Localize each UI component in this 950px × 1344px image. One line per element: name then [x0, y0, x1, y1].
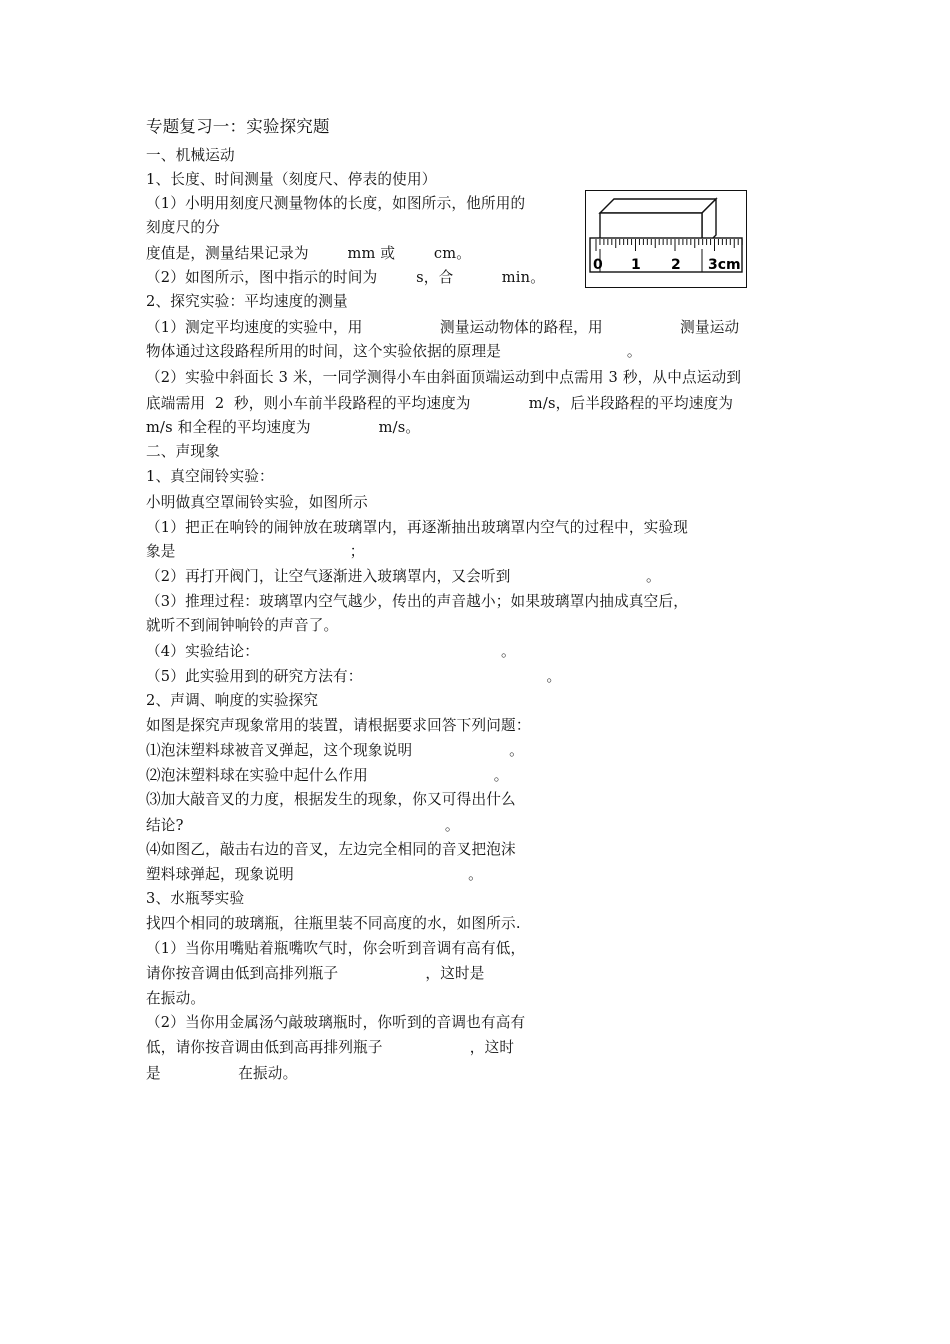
- text-line: ⑵泡沫塑料球在实验中起什么作用 。: [146, 767, 509, 784]
- text-line: 象是 ；: [146, 543, 365, 560]
- text-line: m/s 和全程的平均速度为 m/s。: [146, 419, 421, 436]
- text-line: 度值是，测量结果记录为 mm 或 cm。: [146, 245, 472, 262]
- text-line: 塑料球弹起，现象说明 。: [146, 866, 483, 883]
- text-line: （4）实验结论： 。: [146, 643, 516, 660]
- text-line: 找四个相同的玻璃瓶，往瓶里装不同高度的水，如图所示.: [146, 915, 521, 932]
- text-line: ⑴泡沫塑料球被音叉弹起，这个现象说明 。: [146, 742, 524, 759]
- text-line: （1）把正在响铃的闹钟放在玻璃罩内，再逐渐抽出玻璃罩内空气的过程中，实验现: [146, 519, 689, 536]
- ruler-label-3cm: 3cm: [708, 257, 741, 273]
- ruler-block-illustration: [586, 191, 746, 287]
- text-line: 在振动。: [146, 990, 206, 1007]
- subsection-heading: 2、探究实验：平均速度的测量: [146, 293, 348, 310]
- text-line: 是 在振动。: [146, 1065, 298, 1082]
- text-line: （2）如图所示，图中指示的时间为 s，合 min。: [146, 269, 546, 286]
- ruler-label-2: 2: [671, 257, 681, 273]
- subsection-heading: 2、声调、响度的实验探究: [146, 692, 319, 709]
- subsection-heading: 3、水瓶琴实验: [146, 890, 245, 907]
- ruler-label-0: 0: [593, 257, 603, 273]
- text-line: 就听不到闹钟响铃的声音了。: [146, 617, 339, 634]
- text-line: 刻度尺的分: [146, 219, 220, 236]
- text-line: 如图是探究声现象常用的装置，请根据要求回答下列问题：: [146, 717, 531, 734]
- text-line: （1）小明用刻度尺测量物体的长度，如图所示，他所用的: [146, 195, 526, 212]
- text-line: 物体通过这段路程所用的时间，这个实验依据的原理是 。: [146, 343, 642, 360]
- page-title: 专题复习一：实验探究题: [146, 117, 330, 136]
- text-line: （3）推理过程：玻璃罩内空气越少，传出的声音越小；如果玻璃罩内抽成真空后，: [146, 593, 689, 610]
- text-line: 底端需用 2 秒，则小车前半段路程的平均速度为 m/s，后半段路程的平均速度为: [146, 395, 734, 412]
- text-line: （2）实验中斜面长 3 米，一同学测得小车由斜面顶端运动到中点需用 3 秒，从中点运动到: [146, 369, 742, 386]
- text-line: 结论? 。: [146, 817, 460, 834]
- text-line: （5）此实验用到的研究方法有： 。: [146, 668, 562, 685]
- text-line: 低，请你按音调由低到高再排列瓶子 ，这时: [146, 1039, 515, 1056]
- section-heading-sound: 二、声现象: [146, 443, 220, 460]
- text-line: ⑷如图乙，敲击右边的音叉，左边完全相同的音叉把泡沫: [146, 841, 516, 858]
- ruler-measurement-figure: [585, 190, 747, 288]
- text-line: （1）当你用嘴贴着瓶嘴吹气时，你会听到音调有高有低，: [146, 940, 526, 957]
- text-line: （2）当你用金属汤勺敲玻璃瓶时，你听到的音调也有高有: [146, 1014, 526, 1031]
- section-heading-mechanics: 一、机械运动: [146, 147, 235, 164]
- subsection-heading: 1、长度、时间测量（刻度尺、停表的使用）: [146, 171, 437, 188]
- ruler-label-1: 1: [631, 257, 641, 273]
- text-line: （1）测定平均速度的实验中，用 测量运动物体的路程，用 测量运动: [146, 319, 740, 336]
- subsection-heading: 1、真空闹铃实验：: [146, 468, 274, 485]
- text-line: （2）再打开阀门，让空气逐渐进入玻璃罩内，又会听到 。: [146, 568, 661, 585]
- text-line: ⑶加大敲音叉的力度，根据发生的现象，你又可得出什么: [146, 791, 516, 808]
- text-line: 小明做真空罩闹铃实验，如图所示: [146, 494, 368, 511]
- text-line: 请你按音调由低到高排列瓶子 ，这时是: [146, 965, 485, 982]
